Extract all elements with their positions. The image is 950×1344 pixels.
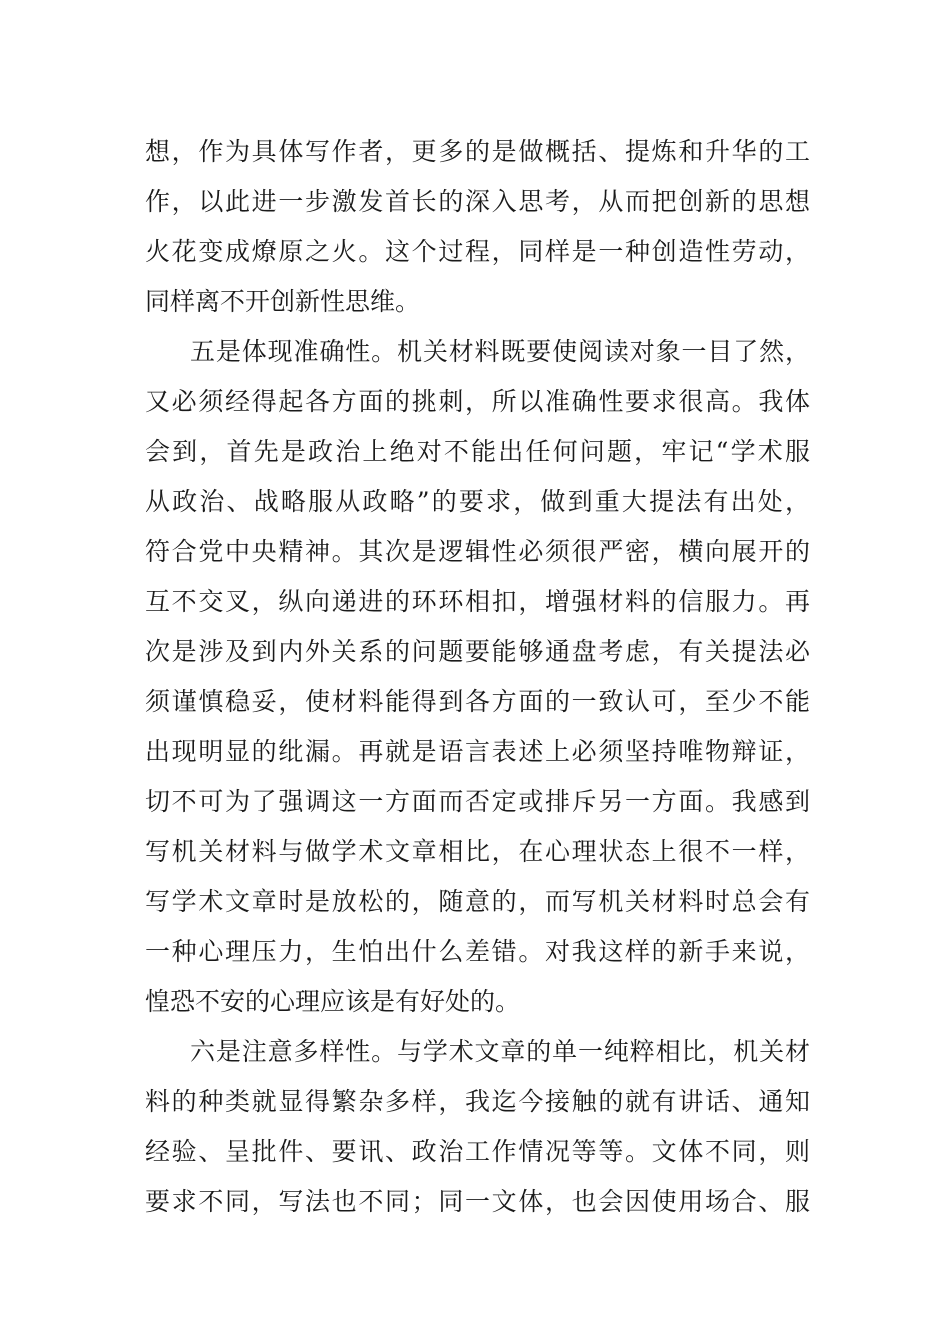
text-line: 次是涉及到内外关系的问题要能够通盘考虑，有关提法必 <box>145 637 810 666</box>
text-line: 从政治、战略服从政略”的要求，做到重大提法有出处， <box>145 487 810 516</box>
text-line: 切不可为了强调这一方面而否定或排斥另一方面。我感到 <box>145 787 810 816</box>
text-line: 惶恐不安的心理应该是有好处的。 <box>145 987 521 1016</box>
text-line: 想，作为具体写作者，更多的是做概括、提炼和升华的工 <box>145 137 810 166</box>
text-line: 写学术文章时是放松的，随意的，而写机关材料时总会有 <box>145 887 810 916</box>
text-line: 会到，首先是政治上绝对不能出任何问题，牢记“学术服 <box>145 437 810 466</box>
text-line: 写机关材料与做学术文章相比，在心理状态上很不一样， <box>145 837 810 866</box>
text-line: 又必须经得起各方面的挑刺，所以准确性要求很高。我体 <box>145 387 810 416</box>
text-line: 要求不同，写法也不同；同一文体，也会因使用场合、服 <box>145 1187 810 1216</box>
paragraph-first-line: 五是体现准确性。机关材料既要使阅读对象一目了然， <box>190 337 810 366</box>
text-line: 火花变成燎原之火。这个过程，同样是一种创造性劳动， <box>145 237 810 266</box>
text-line: 同样离不开创新性思维。 <box>145 287 421 316</box>
text-line: 作，以此进一步激发首长的深入思考，从而把创新的思想 <box>145 187 810 216</box>
paragraph-first-line: 六是注意多样性。与学术文章的单一纯粹相比，机关材 <box>190 1037 810 1066</box>
text-line: 互不交叉，纵向递进的环环相扣，增强材料的信服力。再 <box>145 587 810 616</box>
text-line: 符合党中央精神。其次是逻辑性必须很严密，横向展开的 <box>145 537 810 566</box>
text-line: 出现明显的纰漏。再就是语言表述上必须坚持唯物辩证， <box>145 737 810 766</box>
text-line: 须谨慎稳妥，使材料能得到各方面的一致认可，至少不能 <box>145 687 810 716</box>
text-line: 一种心理压力，生怕出什么差错。对我这样的新手来说， <box>145 937 810 966</box>
text-line: 料的种类就显得繁杂多样，我迄今接触的就有讲话、通知 <box>145 1087 810 1116</box>
text-line: 经验、呈批件、要讯、政治工作情况等等。文体不同，则 <box>145 1137 810 1166</box>
